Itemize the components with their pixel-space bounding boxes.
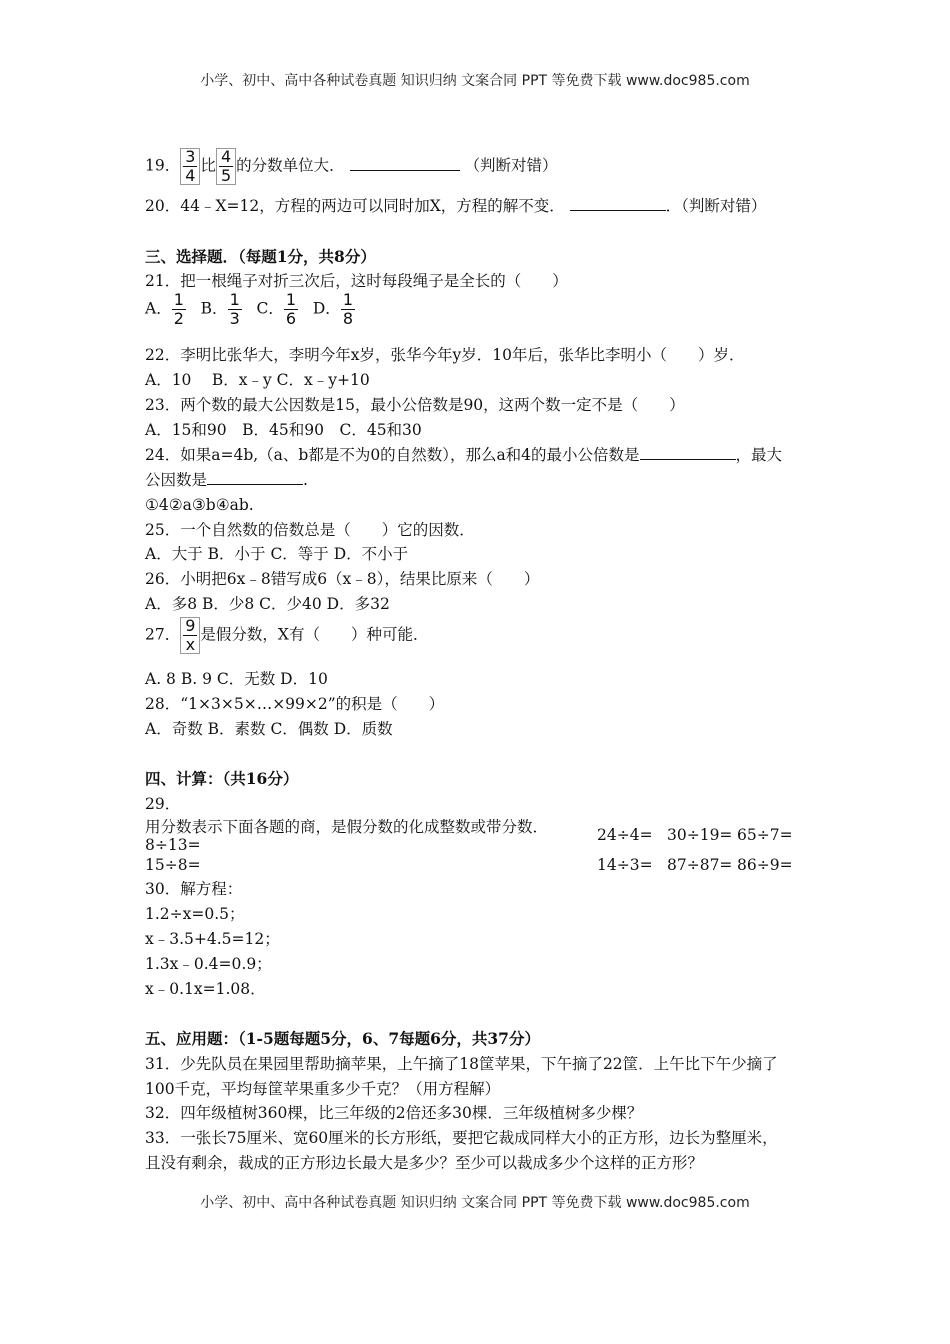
answer-blank[interactable] (350, 156, 460, 171)
section-4-title: 四、计算：（共16分） (145, 769, 299, 788)
option-fraction: $\frac{1}{8}$ (342, 290, 353, 328)
question-29: 29． (145, 795, 181, 813)
equation-4: x﹣0.1x=1.08． (145, 980, 266, 998)
section-3-title: 三、选择题．（每题1分，共8分） (145, 247, 376, 266)
page-header: 小学、初中、高中各种试卷真题 知识归纳 文案合同 PPT 等免费下载 www.doc985.com (200, 73, 750, 89)
question-22: 22．李明比张华大，李明今年x岁，张华今年y岁．10年后，张华比李明小（ ）岁． (145, 346, 745, 364)
question-28: 28．“1×3×5×…×99×2”的积是（ ） (145, 695, 445, 713)
question-30: 30．解方程： (145, 880, 243, 898)
question-33-line-2: 且没有剩余，裁成的正方形边长最大是多少？至少可以裁成多少个这样的正方形？ (145, 1154, 704, 1172)
option-fraction: $\frac{1}{3}$ (229, 290, 240, 328)
answer-blank[interactable] (570, 196, 666, 211)
question-26: 26．小明把6x﹣8错写成6（x﹣8），结果比原来（ ） (145, 570, 540, 588)
question-24-cont: 公因数是 . (145, 471, 308, 489)
question-22-options: A．10 B．x﹣y C．x﹣y+10 (145, 371, 370, 389)
fraction-3-4: $\frac{3}{4}$ (180, 148, 200, 185)
question-23-options: A．15和90 B．45和90 C．45和30 (145, 421, 422, 439)
option-fraction: $\frac{1}{6}$ (285, 290, 297, 328)
equation-3: 1.3x﹣0.4=0.9； (145, 955, 272, 973)
question-33-line-1: 33．一张长75厘米、宽60厘米的长方形纸，要把它裁成同样大小的正方形，边长为整厘米， (145, 1129, 778, 1147)
question-25-options: A．大于 B．小于 C．等于 D．不小于 (145, 545, 409, 563)
question-24: 24．如果a=4b,（a、b都是不为0的自然数），那么a和4的最小公倍数是 ，最大 (145, 446, 783, 464)
question-21: 21．把一根绳子对折三次后，这时每段绳子是全长的（ ） (145, 272, 568, 290)
question-32: 32．四年级植树360棵，比三年级的2倍还多30棵．三年级植树多少棵？ (145, 1104, 643, 1122)
question-27: 27． $\frac{9}{x}$ 是假分数，X有（ ）种可能． (145, 616, 429, 654)
answer-blank[interactable] (640, 445, 736, 460)
answer-blank[interactable] (207, 470, 303, 485)
question-20: 20．44﹣X=12，方程的两边可以同时加X，方程的解不变． ．（判断对错） (145, 197, 767, 215)
calc-left-2: 15÷8= (145, 856, 201, 874)
equation-2: x﹣3.5+4.5=12； (145, 930, 280, 948)
calc-row-2: 14÷3= 87÷87= 86÷9= (597, 856, 793, 874)
question-29-intro: 用分数表示下面各题的商，是假分数的化成整数或带分数． (145, 818, 549, 836)
question-19: 19． $\frac{3}{4}$ 比 $\frac{4}{5}$ 的分数单位大． （判断对错） (145, 147, 558, 185)
question-21-options: A． $\frac{1}{2}$ B． $\frac{1}{3}$ C． $\frac{1}{6}$ D． $\frac{1}{8}$ (145, 290, 353, 328)
option-fraction: $\frac{1}{2}$ (173, 290, 184, 328)
calc-row-1: 24÷4= 30÷19= 65÷7= (597, 826, 793, 844)
page-footer: 小学、初中、高中各种试卷真题 知识归纳 文案合同 PPT 等免费下载 www.doc985.com (200, 1195, 750, 1211)
calc-left-1: 8÷13= (145, 836, 201, 854)
question-28-options: A．奇数 B．素数 C．偶数 D．质数 (145, 720, 393, 738)
question-23: 23．两个数的最大公因数是15，最小公倍数是90，这两个数一定不是（ ） (145, 396, 685, 414)
fraction-4-5: $\frac{4}{5}$ (216, 148, 236, 185)
section-5-title: 五、应用题：（1-5题每题5分，6、7每题6分，共37分） (145, 1029, 540, 1048)
question-number: 19． (145, 156, 181, 175)
question-31-line-1: 31．少先队员在果园里帮助摘苹果，上午摘了18筐苹果，下午摘了22筐．上午比下午少摘了 (145, 1055, 778, 1073)
fraction-9-x: $\frac{9}{x}$ (180, 617, 200, 654)
question-27-options: A. 8 B. 9 C．无数 D．10 (145, 670, 328, 688)
question-31-line-2: 100千克，平均每筐苹果重多少千克？（用方程解） (145, 1080, 501, 1098)
question-26-options: A．多8 B．少8 C．少40 D．多32 (145, 595, 390, 613)
equation-1: 1.2÷x=0.5； (145, 905, 245, 923)
question-24-options: ①4②a③b④ab. (145, 496, 254, 514)
question-25: 25．一个自然数的倍数总是（ ）它的因数． (145, 521, 475, 539)
